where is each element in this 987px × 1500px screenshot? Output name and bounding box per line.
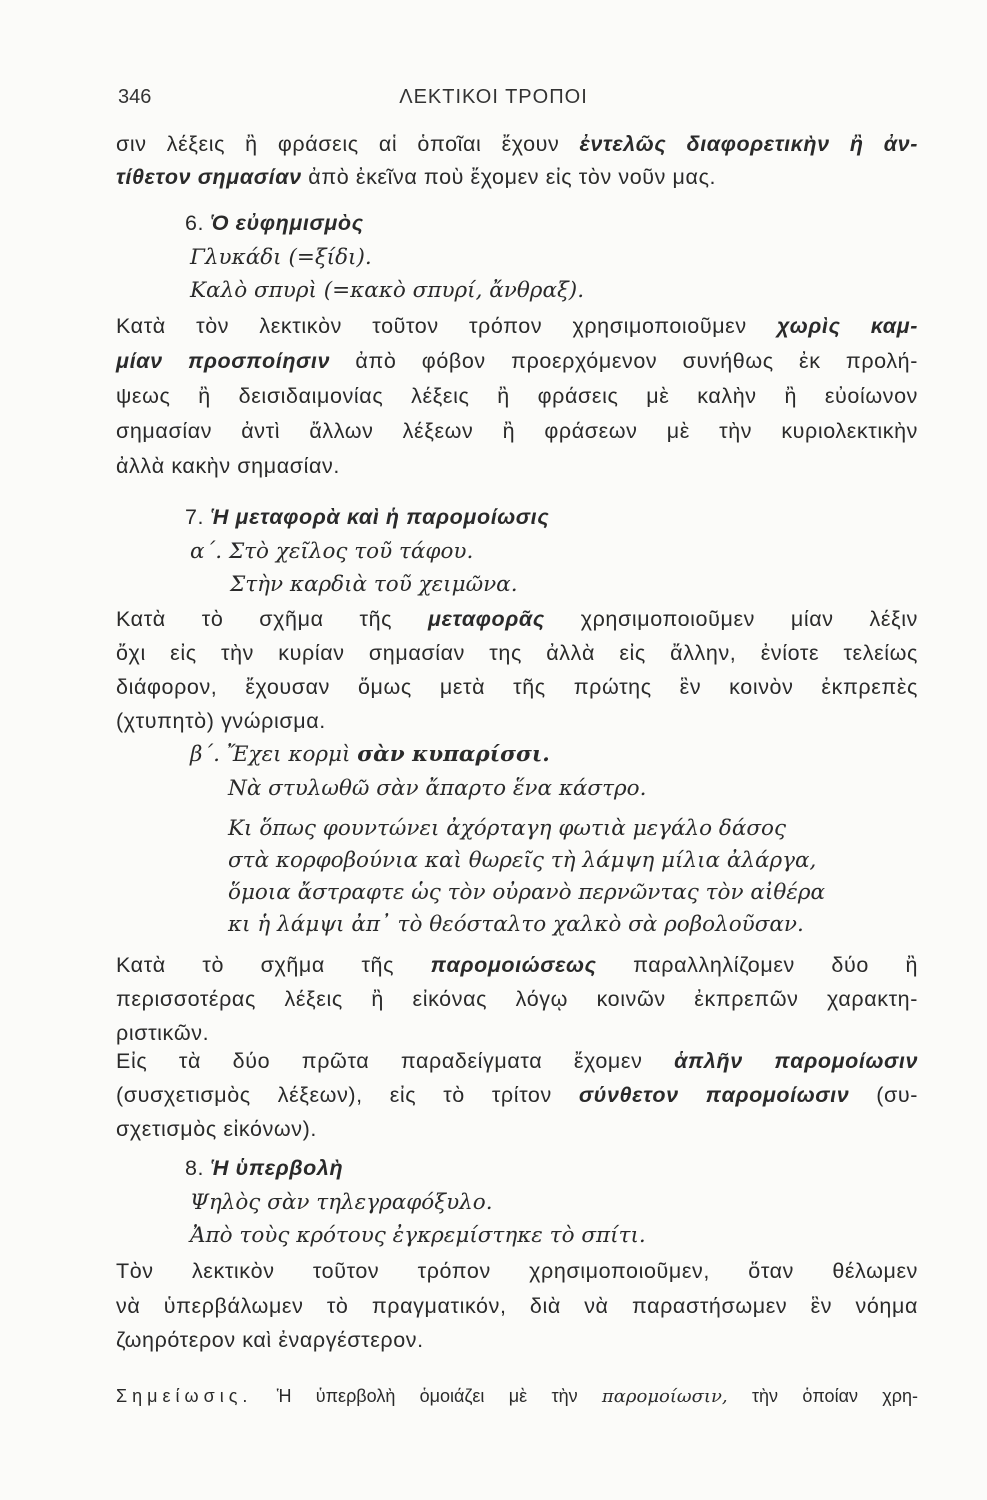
section-7-heading [185, 502, 549, 532]
body-line: ἀλλὰ κακὴν σημασίαν. [116, 454, 340, 478]
body-line: Τὸν λεκτικὸν τοῦτον τρόπον χρησιμοποιοῦμεν, ὅταν θέλωμεν [116, 1259, 918, 1283]
body-line: περισσοτέρας λέξεις ἢ εἰκόνας λόγῳ κοινῶν ἐκπρεπῶν χαρακτη- [116, 987, 918, 1011]
example-line: Ἀπὸ τοὺς κρότους ἐγκρεμίστηκε τὸ σπίτι. [190, 1223, 646, 1248]
section-6-heading [185, 208, 364, 238]
intro-text: ἀπὸ ἐκεῖνα ποὺ ἔχομεν εἰς τὸν νοῦν μας. [301, 165, 717, 189]
example-line [190, 537, 473, 567]
body-line [116, 604, 918, 634]
body-line: σημασίαν ἀντὶ ἄλλων λέξεων ἢ φράσεων μὲ τὴν κυριολεκτικὴν [116, 419, 918, 443]
intro-emphasis: ἐντελῶς διαφορετικὴν ἢ ἀν- [579, 132, 918, 156]
body-line: σχετισμὸς εἰκόνων). [116, 1117, 317, 1141]
verse-line: κι ἡ λάμψι ἀπ᾽ τὸ θεόσταλτο χαλκὸ σὰ ροβολοῦσαν. [228, 912, 804, 937]
section-title: Ὁ εὐφημισμὸς [210, 211, 364, 235]
body-text: (συσχετισμὸς λέξεων), εἰς τὸ τρίτον [116, 1083, 579, 1107]
verse-line: στὰ κορφοβούνια καὶ θωρεῖς τὴ λάμψη μίλια ἀλάργα, [228, 848, 817, 873]
running-title: ΛΕΚΤΙΚΟΙ ΤΡΟΠΟΙ [399, 86, 588, 108]
intro-text: σιν λέξεις ἢ φράσεις αἱ ὁποῖαι ἔχουν [116, 132, 580, 156]
section-number: 7. [185, 505, 205, 529]
body-line: (χτυπητὸ) γνώρισμα. [116, 709, 326, 733]
body-line: ὄχι εἰς τὴν κυρίαν σημασίαν της ἀλλὰ εἰς ἄλλην, ἐνίοτε τελείως [116, 641, 918, 665]
body-line [116, 1046, 918, 1076]
section-number: 8. [185, 1156, 205, 1180]
body-line: ριστικῶν. [116, 1021, 210, 1045]
footnote [116, 1386, 918, 1407]
body-text: χρησιμοποιοῦμεν μίαν λέξιν [544, 607, 918, 631]
body-emphasis: ἁπλῆν παρομοίωσιν [674, 1049, 918, 1073]
example-label: α΄. [190, 539, 223, 564]
section-title: Ἡ ὑπερβολὴ [210, 1156, 344, 1180]
section-number: 6. [185, 211, 205, 235]
body-text: Κατὰ τὸν λεκτικὸν τοῦτον τρόπον χρησιμοποιοῦμεν [116, 314, 777, 338]
body-line: διάφορον, ἔχουσαν ὅμως μετὰ τῆς πρώτης ἓν κοινὸν ἐκπρεπὲς [116, 675, 918, 699]
body-line: ψεως ἢ δεισιδαιμονίας λέξεις ἢ φράσεις μὲ καλὴν ἢ εὐοίωνον [116, 384, 918, 408]
body-line [116, 1080, 918, 1110]
body-text: ἀπὸ φόβον προερχόμενον συνήθως ἐκ προλή- [330, 349, 918, 373]
verse-line: ὅμοια ἄστραφτε ὡς τὸν οὐρανὸ περνῶντας τὸν αἰθέρα [228, 880, 825, 905]
example-line [190, 740, 550, 770]
example-line: Καλὸ σπυρὶ (=κακὸ σπυρί, ἄνθραξ). [190, 278, 585, 303]
intro-emphasis: τίθετον σημασίαν [116, 165, 302, 189]
example-emphasis: σὰν κυπαρίσσι. [357, 742, 550, 767]
body-emphasis: σύνθετον παρομοίωσιν [578, 1083, 850, 1107]
body-line [116, 346, 918, 376]
body-text: Κατὰ τὸ σχῆμα τῆς [116, 607, 428, 631]
body-emphasis: μεταφορᾶς [428, 607, 545, 631]
body-text: παραλληλίζομεν δύο ἢ [596, 953, 919, 977]
footnote-label: Σημείωσις. [116, 1386, 253, 1406]
body-emphasis: παρομοιώσεως [430, 953, 597, 977]
body-text: Κατὰ τὸ σχῆμα τῆς [116, 953, 431, 977]
body-line [116, 311, 918, 341]
body-emphasis: μίαν προσποίησιν [116, 349, 331, 373]
body-line: νὰ ὑπερβάλωμεν τὸ πραγματικόν, διὰ νὰ παραστήσωμεν ἓν νόημα [116, 1294, 918, 1318]
body-emphasis: χωρὶς καμ- [777, 314, 918, 338]
verse-line: Κι ὅπως φουντώνει ἀχόρταγη φωτιὰ μεγάλο δάσος [228, 816, 787, 841]
example-line: Ψηλὸς σὰν τηλεγραφόξυλο. [190, 1190, 493, 1215]
body-line: ζωηρότερον καὶ ἐναργέστερον. [116, 1328, 424, 1352]
example-text: Ἔχει κορμὶ [226, 742, 358, 767]
example-line: Στὴν καρδιὰ τοῦ χειμῶνα. [230, 572, 518, 597]
body-text: (συ- [849, 1083, 918, 1107]
section-8-heading [185, 1153, 343, 1183]
example-text: Στὸ χεῖλος τοῦ τάφου. [228, 539, 474, 564]
example-label: β΄. [190, 742, 221, 767]
intro-line-2 [116, 162, 716, 192]
body-line [116, 950, 918, 980]
example-line: Νὰ στυλωθῶ σὰν ἄπαρτο ἕνα κάστρο. [228, 776, 647, 801]
footnote-text: Ἡ ὑπερβολὴ ὁμοιάζει μὲ τὴν [252, 1386, 602, 1406]
page-number: 346 [118, 86, 152, 108]
footnote-emphasis: παρομοίωσιν, [601, 1386, 728, 1407]
intro-line-1 [116, 129, 918, 159]
section-title: Ἡ μεταφορὰ καὶ ἡ παρομοίωσις [210, 505, 550, 529]
footnote-text: τὴν ὁποίαν χρη- [727, 1386, 918, 1406]
body-text: Εἰς τὰ δύο πρῶτα παραδείγματα ἔχομεν [116, 1049, 675, 1073]
example-line: Γλυκάδι (=ξίδι). [190, 245, 372, 270]
